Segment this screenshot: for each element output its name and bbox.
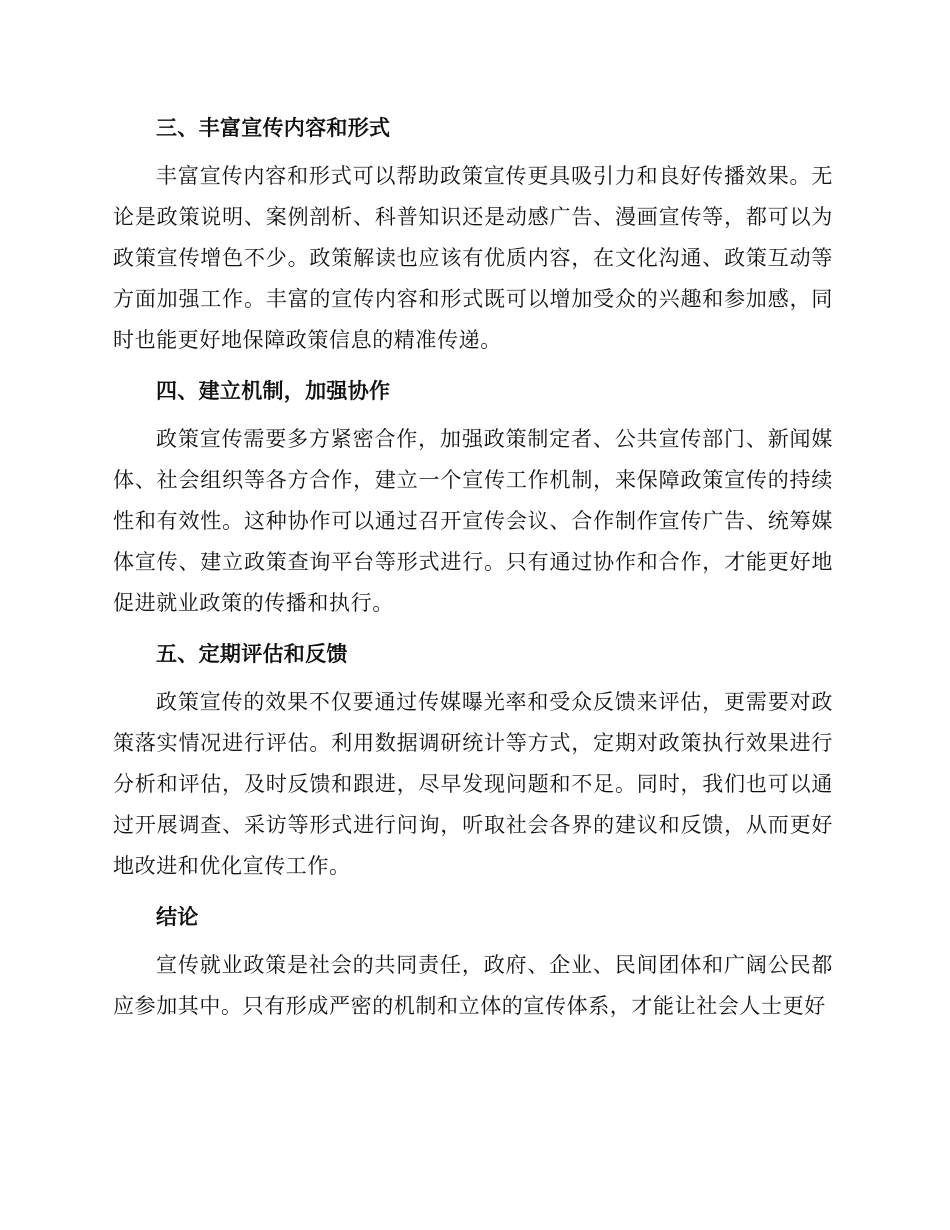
- section-heading-conclusion: 结论: [156, 904, 199, 929]
- section-paragraph-enrich-content: 丰富宣传内容和形式可以帮助政策宣传更具吸引力和良好传播效果。无论是政策说明、案例剖析、科普知识还是动感广告、漫画宣传等，都可以为政策宣传增色不少。政策解读也应该有优质内容，在文化沟通、政策互动等方面加强工作。丰富的宣传内容和形式既可以增加受众的兴趣和参加感，同时也能更好地保障政策信息的精准传递。: [113, 164, 833, 352]
- section-paragraph-conclusion: 宣传就业政策是社会的共同责任，政府、企业、民间团体和广阔公民都应参加其中。只有形成严密的机制和立体的宣传体系，才能让社会人士更好: [113, 953, 833, 1018]
- section-heading-enrich-content: 三、丰富宣传内容和形式: [156, 115, 391, 140]
- section-heading-evaluation: 五、定期评估和反馈: [156, 641, 348, 666]
- document-page: [113, 108, 833, 1027]
- section-heading-mechanism: 四、建立机制，加强协作: [156, 378, 391, 403]
- section-paragraph-mechanism: 政策宣传需要多方紧密合作，加强政策制定者、公共宣传部门、新闻媒体、社会组织等各方合作，建立一个宣传工作机制，来保障政策宣传的持续性和有效性。这种协作可以通过召开宣传会议、合作制作宣传广告、统筹媒体宣传、建立政策查询平台等形式进行。只有通过协作和合作，才能更好地促进就业政策的传播和执行。: [113, 427, 833, 615]
- section-paragraph-evaluation: 政策宣传的效果不仅要通过传媒曝光率和受众反馈来评估，更需要对政策落实情况进行评估。利用数据调研统计等方式，定期对政策执行效果进行分析和评估，及时反馈和跟进，尽早发现问题和不足。同时，我们也可以通过开展调查、采访等形式进行问询，听取社会各界的建议和反馈，从而更好地改进和优化宣传工作。: [113, 690, 833, 878]
